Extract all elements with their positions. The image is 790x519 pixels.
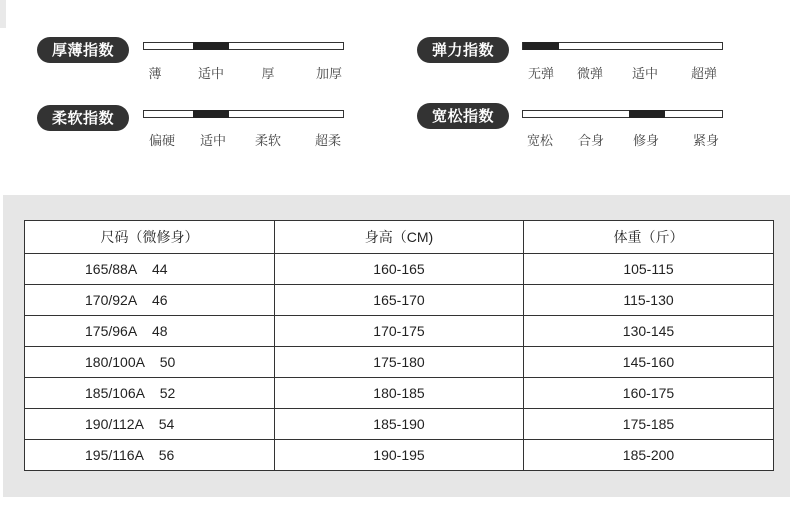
fit-label-loose: 宽松 <box>526 134 554 149</box>
table-row <box>25 254 774 285</box>
thickness-title: 厚薄指数 <box>37 37 129 63</box>
fit-scale <box>522 110 723 118</box>
header-height: 身高（CM) <box>275 221 524 254</box>
elasticity-scale <box>522 42 723 50</box>
cell-weight: 145-160 <box>524 347 774 378</box>
softness-label-soft: 柔软 <box>254 134 282 149</box>
softness-label-super-soft: 超柔 <box>314 134 342 149</box>
table-row <box>25 285 774 316</box>
size-table-panel <box>3 195 790 497</box>
cell-height: 190-195 <box>275 440 524 471</box>
fit-label-tight: 紧身 <box>692 134 720 149</box>
thickness-scale <box>143 42 344 50</box>
fit-label-regular: 合身 <box>577 134 605 149</box>
thickness-label-thick: 厚 <box>261 67 275 82</box>
header-weight: 体重（斤） <box>524 221 774 254</box>
table-row <box>25 378 774 409</box>
cell-size: 165/88A 44 <box>25 254 275 285</box>
cell-height: 185-190 <box>275 409 524 440</box>
fit-scale-fill <box>629 110 665 118</box>
elasticity-label-super: 超弹 <box>690 67 718 82</box>
cell-weight: 160-175 <box>524 378 774 409</box>
size-table <box>24 220 774 471</box>
cell-size: 190/112A 54 <box>25 409 275 440</box>
thickness-label-medium: 适中 <box>197 67 225 82</box>
softness-scale <box>143 110 344 118</box>
cell-height: 170-175 <box>275 316 524 347</box>
table-row <box>25 440 774 471</box>
fit-title: 宽松指数 <box>417 103 509 129</box>
cell-weight: 175-185 <box>524 409 774 440</box>
table-row <box>25 347 774 378</box>
cell-size: 180/100A 50 <box>25 347 275 378</box>
cell-size: 170/92A 46 <box>25 285 275 316</box>
cell-height: 160-165 <box>275 254 524 285</box>
header-size: 尺码（微修身） <box>25 221 275 254</box>
elasticity-label-medium: 适中 <box>631 67 659 82</box>
table-row <box>25 409 774 440</box>
table-header-row <box>25 221 774 254</box>
softness-label-medium: 适中 <box>199 134 227 149</box>
thickness-scale-fill <box>193 42 229 50</box>
corner-decoration <box>0 0 6 28</box>
cell-height: 175-180 <box>275 347 524 378</box>
cell-size: 195/116A 56 <box>25 440 275 471</box>
elasticity-title: 弹力指数 <box>417 37 509 63</box>
cell-weight: 115-130 <box>524 285 774 316</box>
cell-height: 165-170 <box>275 285 524 316</box>
elasticity-label-slight: 微弹 <box>576 67 604 82</box>
softness-label-stiff: 偏硬 <box>148 134 176 149</box>
elasticity-scale-fill <box>523 42 559 50</box>
fit-label-slim: 修身 <box>632 134 660 149</box>
softness-scale-fill <box>193 110 229 118</box>
thickness-label-extra-thick: 加厚 <box>315 67 343 82</box>
softness-title: 柔软指数 <box>37 105 129 131</box>
table-row <box>25 316 774 347</box>
cell-height: 180-185 <box>275 378 524 409</box>
cell-weight: 105-115 <box>524 254 774 285</box>
cell-size: 175/96A 48 <box>25 316 275 347</box>
cell-weight: 130-145 <box>524 316 774 347</box>
cell-size: 185/106A 52 <box>25 378 275 409</box>
cell-weight: 185-200 <box>524 440 774 471</box>
thickness-label-thin: 薄 <box>148 67 162 82</box>
elasticity-label-none: 无弹 <box>527 67 555 82</box>
